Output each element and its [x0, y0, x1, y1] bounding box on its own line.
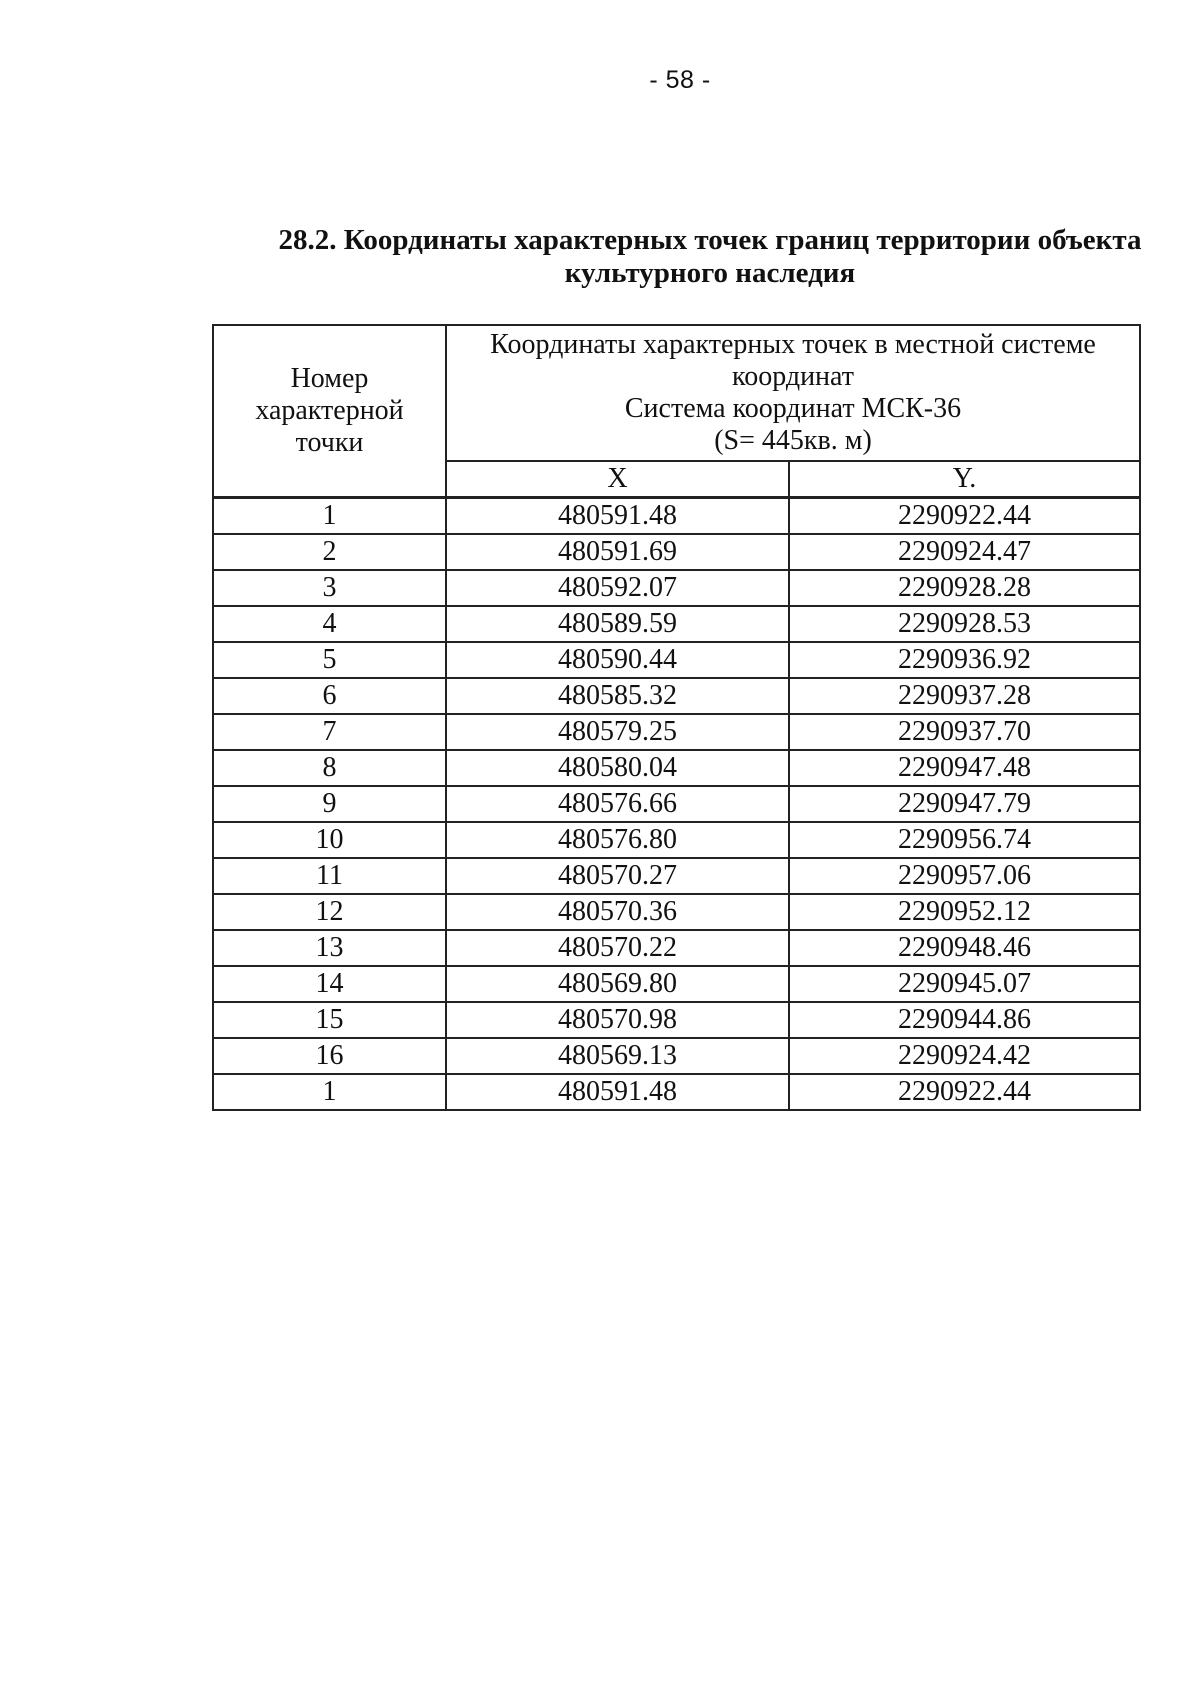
cell-point-number: 14: [213, 966, 446, 1002]
cell-y: 2290937.28: [789, 678, 1140, 714]
header-point-number-line: точки: [295, 427, 364, 458]
cell-x: 480570.36: [446, 894, 789, 930]
cell-y: 2290948.46: [789, 930, 1140, 966]
header-coordinates-line: координат: [732, 361, 854, 392]
cell-x: 480591.69: [446, 534, 789, 570]
table-row: [213, 678, 1140, 714]
cell-x: 480576.80: [446, 822, 789, 858]
cell-x: 480570.27: [446, 858, 789, 894]
header-point-number-line: характерной: [255, 395, 404, 426]
cell-point-number: 13: [213, 930, 446, 966]
table-row: [213, 894, 1140, 930]
table-row: [213, 750, 1140, 786]
cell-x: 480576.66: [446, 786, 789, 822]
cell-y: 2290928.28: [789, 570, 1140, 606]
header-coordinates: [446, 325, 1140, 461]
cell-y: 2290924.42: [789, 1038, 1140, 1074]
table-row: [213, 606, 1140, 642]
cell-point-number: 2: [213, 534, 446, 570]
header-coordinates-line: Координаты характерных точек в местной системе: [490, 329, 1096, 360]
cell-y: 2290922.44: [789, 498, 1140, 535]
table-row: [213, 930, 1140, 966]
table-row: [213, 570, 1140, 606]
cell-x: 480591.48: [446, 498, 789, 535]
table-row: [213, 858, 1140, 894]
header-x: X: [446, 461, 789, 498]
header-coordinates-line: (S= 445кв. м): [714, 425, 872, 456]
cell-point-number: 5: [213, 642, 446, 678]
cell-point-number: 7: [213, 714, 446, 750]
cell-point-number: 9: [213, 786, 446, 822]
cell-y: 2290944.86: [789, 1002, 1140, 1038]
cell-point-number: 12: [213, 894, 446, 930]
section-title-line-2: культурного наследия: [564, 257, 856, 289]
coordinates-table: [212, 324, 1141, 1111]
cell-x: 480580.04: [446, 750, 789, 786]
cell-y: 2290922.44: [789, 1074, 1140, 1110]
cell-point-number: 16: [213, 1038, 446, 1074]
cell-y: 2290957.06: [789, 858, 1140, 894]
cell-point-number: 4: [213, 606, 446, 642]
cell-y: 2290937.70: [789, 714, 1140, 750]
cell-point-number: 15: [213, 1002, 446, 1038]
table-row: [213, 1038, 1140, 1074]
page-number: - 58 -: [649, 66, 711, 94]
cell-y: 2290952.12: [789, 894, 1140, 930]
table-row: [213, 534, 1140, 570]
cell-x: 480569.80: [446, 966, 789, 1002]
cell-point-number: 8: [213, 750, 446, 786]
cell-x: 480591.48: [446, 1074, 789, 1110]
cell-y: 2290956.74: [789, 822, 1140, 858]
cell-x: 480585.32: [446, 678, 789, 714]
cell-point-number: 6: [213, 678, 446, 714]
cell-x: 480570.98: [446, 1002, 789, 1038]
cell-point-number: 1: [213, 498, 446, 535]
table-row: [213, 822, 1140, 858]
cell-y: 2290924.47: [789, 534, 1140, 570]
cell-x: 480590.44: [446, 642, 789, 678]
table-row: [213, 1074, 1140, 1110]
cell-y: 2290947.48: [789, 750, 1140, 786]
cell-point-number: 10: [213, 822, 446, 858]
section-title-line-1: 28.2. Координаты характерных точек границ территории объекта: [278, 224, 1142, 256]
cell-point-number: 11: [213, 858, 446, 894]
cell-y: 2290947.79: [789, 786, 1140, 822]
table-row: [213, 966, 1140, 1002]
cell-x: 480592.07: [446, 570, 789, 606]
section-title: [270, 224, 1150, 290]
cell-x: 480570.22: [446, 930, 789, 966]
cell-point-number: 1: [213, 1074, 446, 1110]
cell-x: 480579.25: [446, 714, 789, 750]
header-coordinates-line: Система координат МСК-36: [624, 393, 962, 424]
table-body: [213, 498, 1140, 1111]
header-point-number-line: Номер: [290, 363, 369, 394]
cell-x: 480589.59: [446, 606, 789, 642]
header-point-number: [213, 325, 446, 498]
table-row: [213, 714, 1140, 750]
table-row: [213, 1002, 1140, 1038]
table-row: [213, 642, 1140, 678]
header-y: Y.: [789, 461, 1140, 498]
table-row: [213, 786, 1140, 822]
cell-y: 2290928.53: [789, 606, 1140, 642]
cell-x: 480569.13: [446, 1038, 789, 1074]
table-header-row: [213, 325, 1140, 461]
cell-y: 2290936.92: [789, 642, 1140, 678]
table-row: [213, 498, 1140, 535]
cell-y: 2290945.07: [789, 966, 1140, 1002]
cell-point-number: 3: [213, 570, 446, 606]
